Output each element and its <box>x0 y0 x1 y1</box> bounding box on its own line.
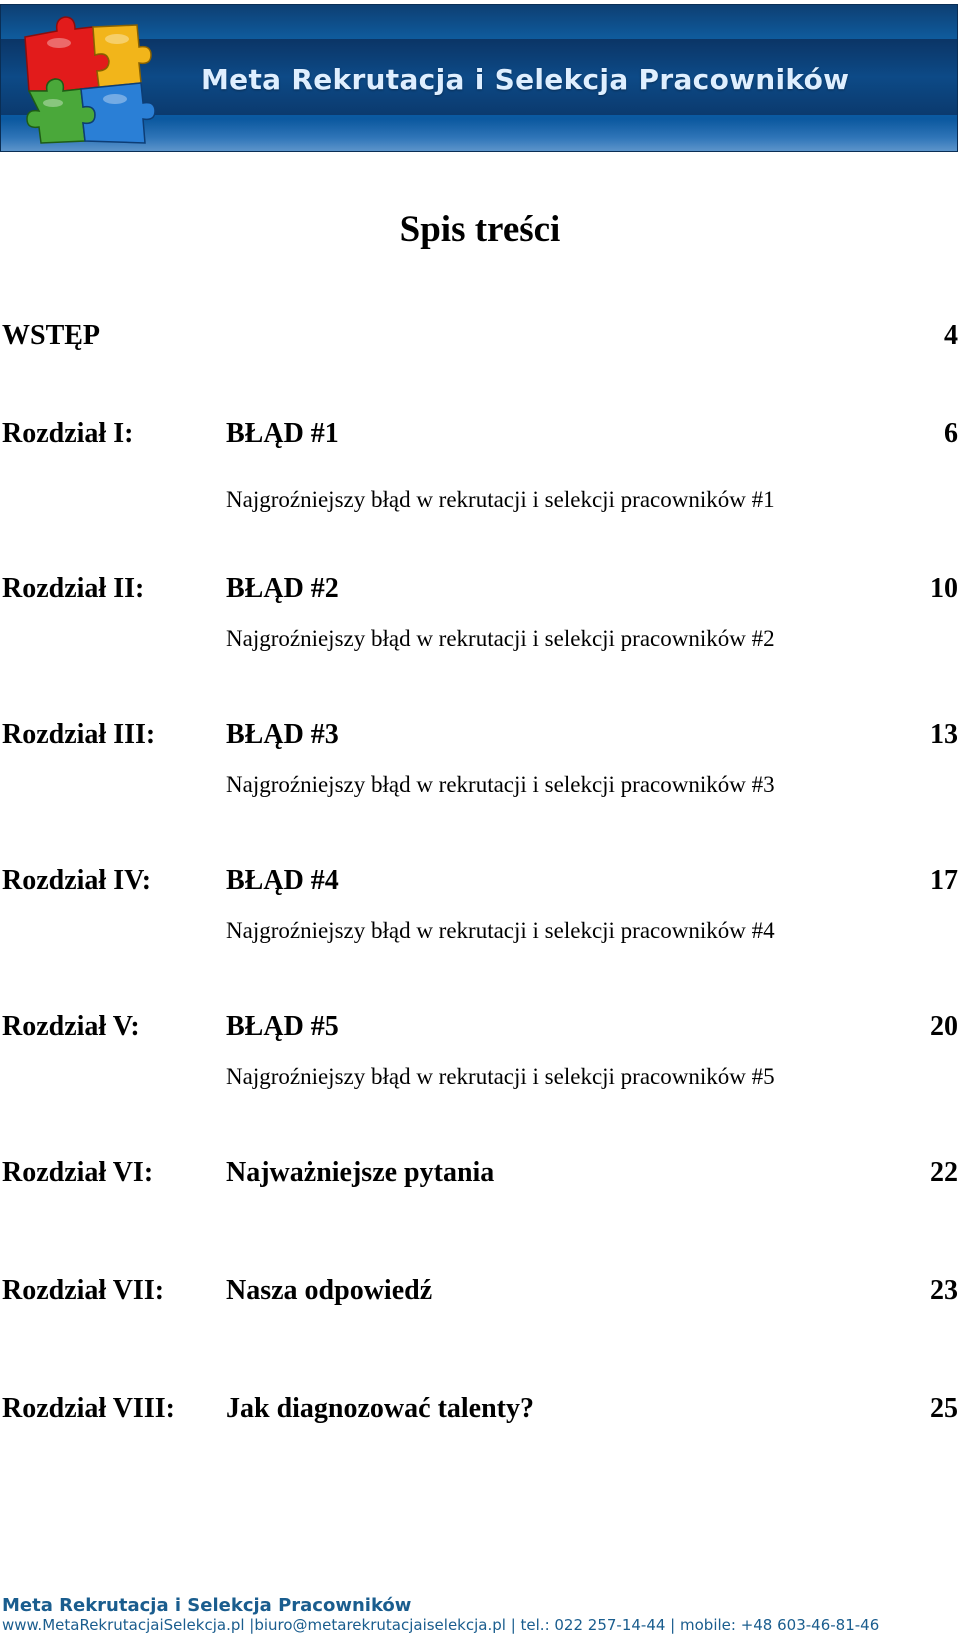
toc-heading: BŁĄD #2 <box>226 573 339 604</box>
toc-heading: Jak diagnozować talenty? <box>226 1393 534 1424</box>
toc-chapter: WSTĘP <box>2 320 101 351</box>
toc-page-number: 22 <box>930 1157 958 1188</box>
toc-page-number: 17 <box>930 865 958 896</box>
toc-page-number: 6 <box>944 418 958 449</box>
toc-heading: BŁĄD #4 <box>226 865 339 896</box>
banner-title: Meta Rekrutacja i Selekcja Pracowników <box>201 63 850 96</box>
toc-heading: BŁĄD #1 <box>226 418 339 449</box>
toc-chapter: Rozdział II: <box>2 573 145 604</box>
toc-chapter: Rozdział VIII: <box>2 1393 175 1424</box>
toc-chapter: Rozdział I: <box>2 418 134 449</box>
toc-chapter: Rozdział IV: <box>2 865 152 896</box>
page-title: Spis treści <box>399 209 561 250</box>
puzzle-pieces-icon <box>19 11 169 151</box>
toc-entry-chapter-2[interactable] <box>0 573 960 613</box>
toc-chapter: Rozdział VII: <box>2 1275 165 1306</box>
toc-page-number: 4 <box>944 320 958 351</box>
toc-subtitle: Najgroźniejszy błąd w rekrutacji i selekcji pracowników #3 <box>226 772 775 797</box>
toc-heading: BŁĄD #5 <box>226 1011 339 1042</box>
toc-entry-chapter-8[interactable] <box>0 1393 960 1433</box>
toc-entry-chapter-5[interactable] <box>0 1011 960 1051</box>
toc-subtitle: Najgroźniejszy błąd w rekrutacji i selekcji pracowników #5 <box>226 1064 775 1089</box>
footer-company: Meta Rekrutacja i Selekcja Pracowników <box>2 1595 412 1616</box>
header-banner <box>0 4 958 152</box>
toc-chapter: Rozdział III: <box>2 719 156 750</box>
toc-heading: Nasza odpowiedź <box>226 1275 433 1306</box>
toc-chapter: Rozdział VI: <box>2 1157 154 1188</box>
toc-subtitle: Najgroźniejszy błąd w rekrutacji i selekcji pracowników #2 <box>226 626 775 651</box>
toc-entry-intro[interactable] <box>0 320 960 360</box>
toc-page-number: 25 <box>930 1393 958 1424</box>
toc-heading: Najważniejsze pytania <box>226 1157 495 1188</box>
toc-entry-chapter-7[interactable] <box>0 1275 960 1315</box>
toc-chapter: Rozdział V: <box>2 1011 140 1042</box>
toc-entry-chapter-3[interactable] <box>0 719 960 759</box>
footer-contact: www.MetaRekrutacjaiSelekcja.pl |biuro@metarekrutacjaiselekcja.pl | tel.: 022 257-14-44 | mobile: +48 603-46-81-46 <box>2 1616 880 1634</box>
toc-entry-chapter-1[interactable] <box>0 418 960 458</box>
toc-subtitle: Najgroźniejszy błąd w rekrutacji i selekcji pracowników #1 <box>226 487 775 512</box>
toc-page-number: 20 <box>930 1011 958 1042</box>
toc-entry-chapter-4[interactable] <box>0 865 960 905</box>
toc-page-number: 13 <box>930 719 958 750</box>
toc-page-number: 10 <box>930 573 958 604</box>
toc-subtitle: Najgroźniejszy błąd w rekrutacji i selekcji pracowników #4 <box>226 918 775 943</box>
toc-heading: BŁĄD #3 <box>226 719 339 750</box>
page-footer <box>0 1596 960 1634</box>
toc-page-number: 23 <box>930 1275 958 1306</box>
toc-entry-chapter-6[interactable] <box>0 1157 960 1197</box>
